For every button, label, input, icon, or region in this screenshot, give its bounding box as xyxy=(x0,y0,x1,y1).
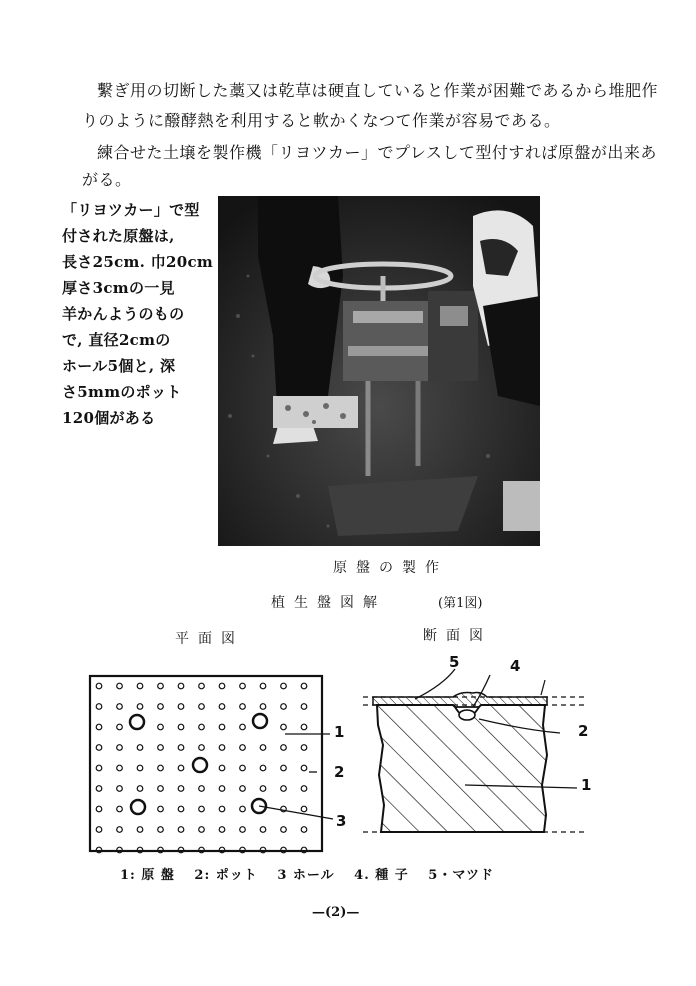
hole-circle xyxy=(131,800,145,814)
pot-dot xyxy=(219,704,225,710)
pot-dot xyxy=(240,827,246,833)
pot-dot xyxy=(199,704,205,710)
pot-dot xyxy=(260,765,266,771)
pot-dot xyxy=(301,745,307,751)
pot-dot xyxy=(301,704,307,710)
pot-dot xyxy=(137,704,143,710)
pot-dot xyxy=(281,765,287,771)
pot-dot xyxy=(301,683,307,689)
section-view-diagram xyxy=(355,655,595,845)
pot-dot xyxy=(96,724,102,730)
pot-dot xyxy=(178,724,184,730)
photo-caption: 原盤の製作 xyxy=(333,560,448,576)
section-label-1: 1 xyxy=(581,776,592,794)
section-label-2: 2 xyxy=(578,722,589,740)
pot-dot xyxy=(301,806,307,812)
pot-dot xyxy=(158,704,164,710)
pot-dot xyxy=(219,745,225,751)
pot-dot xyxy=(281,683,287,689)
hole-circle xyxy=(130,715,144,729)
pot-dot xyxy=(240,765,246,771)
pot-dot xyxy=(199,745,205,751)
side-text-column xyxy=(62,197,213,431)
plan-label-2: 2 xyxy=(334,763,345,781)
pot-dot xyxy=(301,827,307,833)
figure-title: 植生盤図解 xyxy=(271,595,386,611)
paragraph-1-line-1: 繫ぎ用の切断した藁又は乾草は硬直していると作業が困難であるから堆肥作 xyxy=(97,81,659,100)
pot-dot xyxy=(96,683,102,689)
pot-dot xyxy=(158,683,164,689)
page-number: —(2)— xyxy=(312,905,360,920)
pot-dot xyxy=(178,704,184,710)
pot-dot xyxy=(178,683,184,689)
pot-dot xyxy=(281,745,287,751)
plan-view-title: 平面図 xyxy=(175,631,244,647)
pot-dot xyxy=(281,786,287,792)
pot-dot xyxy=(219,806,225,812)
side-text-line: さ5mmのポット xyxy=(62,383,182,401)
pot-dot xyxy=(178,806,184,812)
pot-dot xyxy=(240,704,246,710)
pot-dot xyxy=(158,827,164,833)
pot-dot xyxy=(117,786,123,792)
side-text-line: 長さ25cm. 巾20cm xyxy=(62,253,214,271)
pot-dot xyxy=(137,786,143,792)
pot-dot xyxy=(96,806,102,812)
side-text-line: 羊かんようのもの xyxy=(62,305,185,323)
pot-dot xyxy=(301,765,307,771)
pot-dot xyxy=(240,745,246,751)
photo-illustration xyxy=(218,196,540,546)
figure-number: (第1図) xyxy=(438,596,483,611)
paragraph-1-line-2: りのように醱酵熱を利用すると軟かくなつて作業が容易である。 xyxy=(82,111,561,130)
pot-dot xyxy=(96,765,102,771)
pot-dot xyxy=(260,704,266,710)
pot-dot xyxy=(260,745,266,751)
side-text-line: で, 直径2cmの xyxy=(62,331,171,349)
pot-dot xyxy=(137,683,143,689)
pot-dot xyxy=(219,724,225,730)
pot-dot xyxy=(117,724,123,730)
pot-dot xyxy=(96,704,102,710)
pot-dot xyxy=(301,786,307,792)
pot-dot xyxy=(117,806,123,812)
pot-dot xyxy=(178,745,184,751)
pot-dot xyxy=(158,745,164,751)
pot-dot xyxy=(219,786,225,792)
side-text-line: ホール5個と, 深 xyxy=(62,357,176,375)
pot-dot xyxy=(301,724,307,730)
hole-circle xyxy=(193,758,207,772)
pot-dot xyxy=(178,827,184,833)
pot-dot xyxy=(219,683,225,689)
pot-dot xyxy=(158,765,164,771)
pot-dot xyxy=(281,827,287,833)
pot-dot xyxy=(178,765,184,771)
paragraph-2-line-2: がる。 xyxy=(82,170,132,189)
pot-dot xyxy=(158,806,164,812)
pot-dot xyxy=(117,683,123,689)
pot-dot xyxy=(117,704,123,710)
pot-dot xyxy=(137,827,143,833)
side-text-line: 120個がある xyxy=(62,409,156,427)
hole-circle xyxy=(253,714,267,728)
pot-dot xyxy=(158,724,164,730)
figure-legend: 1: 原 盤 2: ポット 3 ホール 4. 種 子 5・マツド xyxy=(120,868,494,883)
pot-dot xyxy=(199,683,205,689)
pot-dot xyxy=(219,765,225,771)
section-view-title: 断面図 xyxy=(423,628,492,644)
section-label-5: 5 xyxy=(449,653,460,671)
pot-dot xyxy=(260,683,266,689)
pot-dot xyxy=(199,827,205,833)
pot-dot xyxy=(117,745,123,751)
pot-dot xyxy=(96,827,102,833)
pot-dot xyxy=(199,724,205,730)
pot-dot xyxy=(199,786,205,792)
pot-dot xyxy=(199,806,205,812)
side-text-line: 付された原盤は, xyxy=(62,227,175,245)
pot-dot xyxy=(219,827,225,833)
pot-dot xyxy=(96,745,102,751)
side-text-line: 厚さ3cmの一見 xyxy=(62,279,175,297)
pot-dot xyxy=(117,765,123,771)
plan-label-1: 1 xyxy=(334,723,345,741)
photograph xyxy=(218,196,540,546)
section-label-4: 4 xyxy=(510,657,521,675)
plan-view-diagram xyxy=(85,672,355,857)
pot-dot xyxy=(240,724,246,730)
paragraph-2-line-1: 練合せた土壌を製作機「リヨツカー」でプレスして型付すれば原盤が出来あ xyxy=(97,143,657,162)
pot-dot xyxy=(240,683,246,689)
pot-dot xyxy=(117,827,123,833)
pot-dot xyxy=(240,806,246,812)
pot-dot xyxy=(137,765,143,771)
pot-dot xyxy=(158,786,164,792)
pot-dot xyxy=(260,786,266,792)
side-text-line: 「リヨツカー」で型 xyxy=(62,201,200,219)
pot-dot xyxy=(137,745,143,751)
pot-dot xyxy=(240,786,246,792)
pot-dot xyxy=(260,827,266,833)
pot-dot xyxy=(281,704,287,710)
pot-dot xyxy=(281,724,287,730)
pot-dot xyxy=(96,786,102,792)
pot-dot xyxy=(178,786,184,792)
plan-label-3: 3 xyxy=(336,812,347,830)
